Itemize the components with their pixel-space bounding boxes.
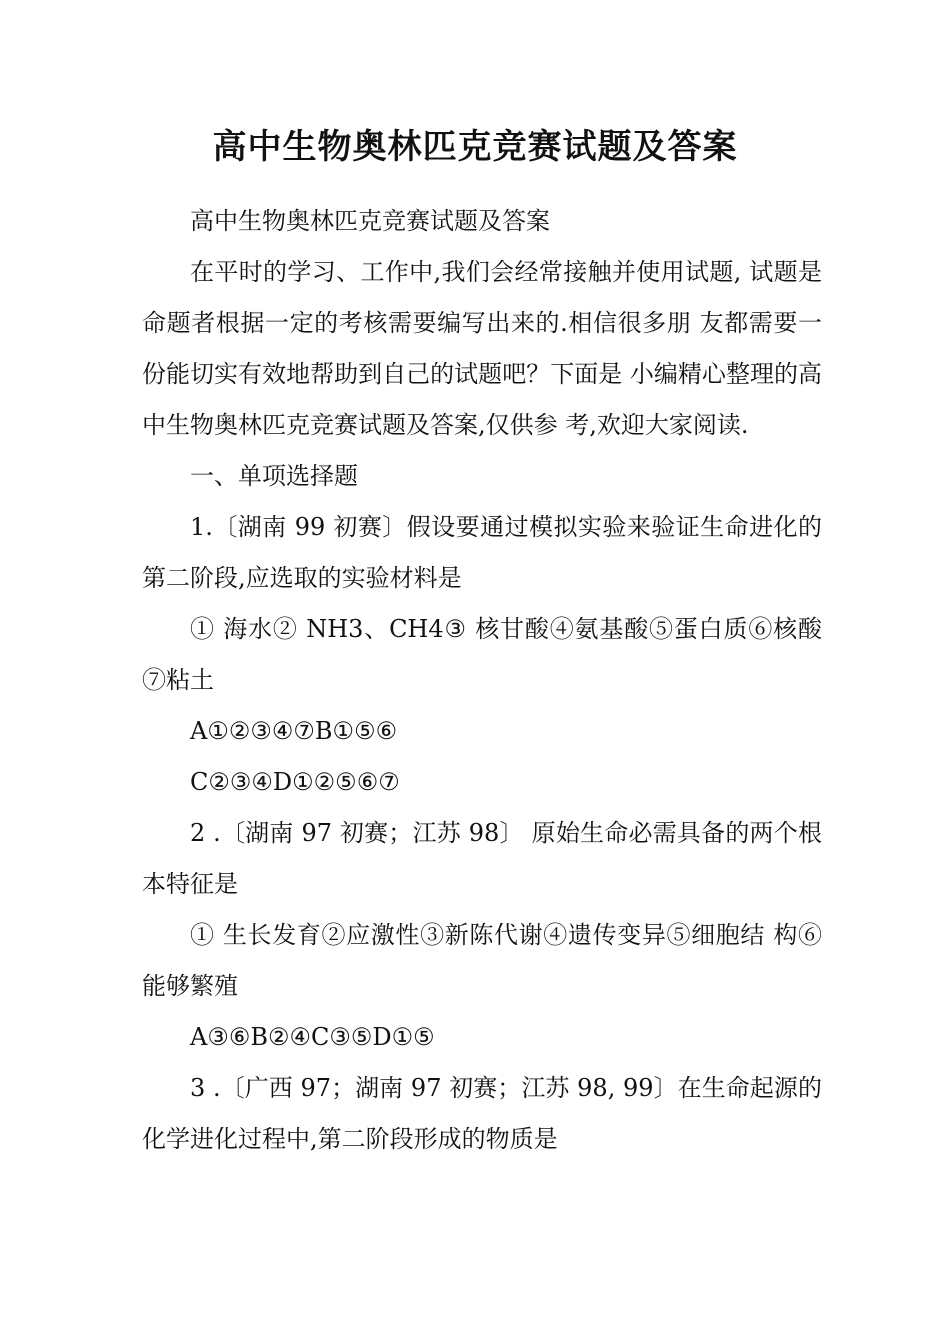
document-body <box>142 196 822 1165</box>
question-2: 2 .〔湖南 97 初赛；江苏 98〕 原始生命必需具备的两个根本特征是 <box>142 819 822 898</box>
question-2-features: ① 生长发育②应激性③新陈代谢④遗传变异⑤细胞结 构⑥能够繁殖 <box>142 921 822 1000</box>
question-2-options: A③⑥B②④C③⑤D①⑤ <box>190 1023 435 1051</box>
question-1-options-cd: C②③④D①②⑤⑥⑦ <box>190 768 400 796</box>
question-1-materials: ① 海水② NH3、CH4③ 核甘酸④氨基酸⑤蛋白质⑥核酸⑦粘土 <box>142 615 822 694</box>
section-heading: 一、单项选择题 <box>190 462 358 490</box>
question-1-options-ab: A①②③④⑦B①⑤⑥ <box>190 717 398 745</box>
question-3: 3 .〔广西 97；湖南 97 初赛；江苏 98, 99〕在生命起源的化学进化过程中,第二阶段形成的物质是 <box>142 1074 822 1153</box>
document-title: 高中生物奥林匹克竞赛试题及答案 <box>212 127 738 167</box>
paragraph-intro: 在平时的学习、工作中,我们会经常接触并使用试题, 试题是命题者根据一定的考核需要编写出来的.相信很多朋 友都需要一份能切实有效地帮助到自己的试题吧？下面是 小编精心整理的高中生物奥林匹克竞赛试题及答案,仅供参 考,欢迎大家阅读. <box>142 258 822 439</box>
question-1: 1.〔湖南 99 初赛〕假设要通过模拟实验来验证生命进化的第二阶段,应选取的实验材料是 <box>142 513 822 592</box>
paragraph-heading: 高中生物奥林匹克竞赛试题及答案 <box>190 207 550 235</box>
